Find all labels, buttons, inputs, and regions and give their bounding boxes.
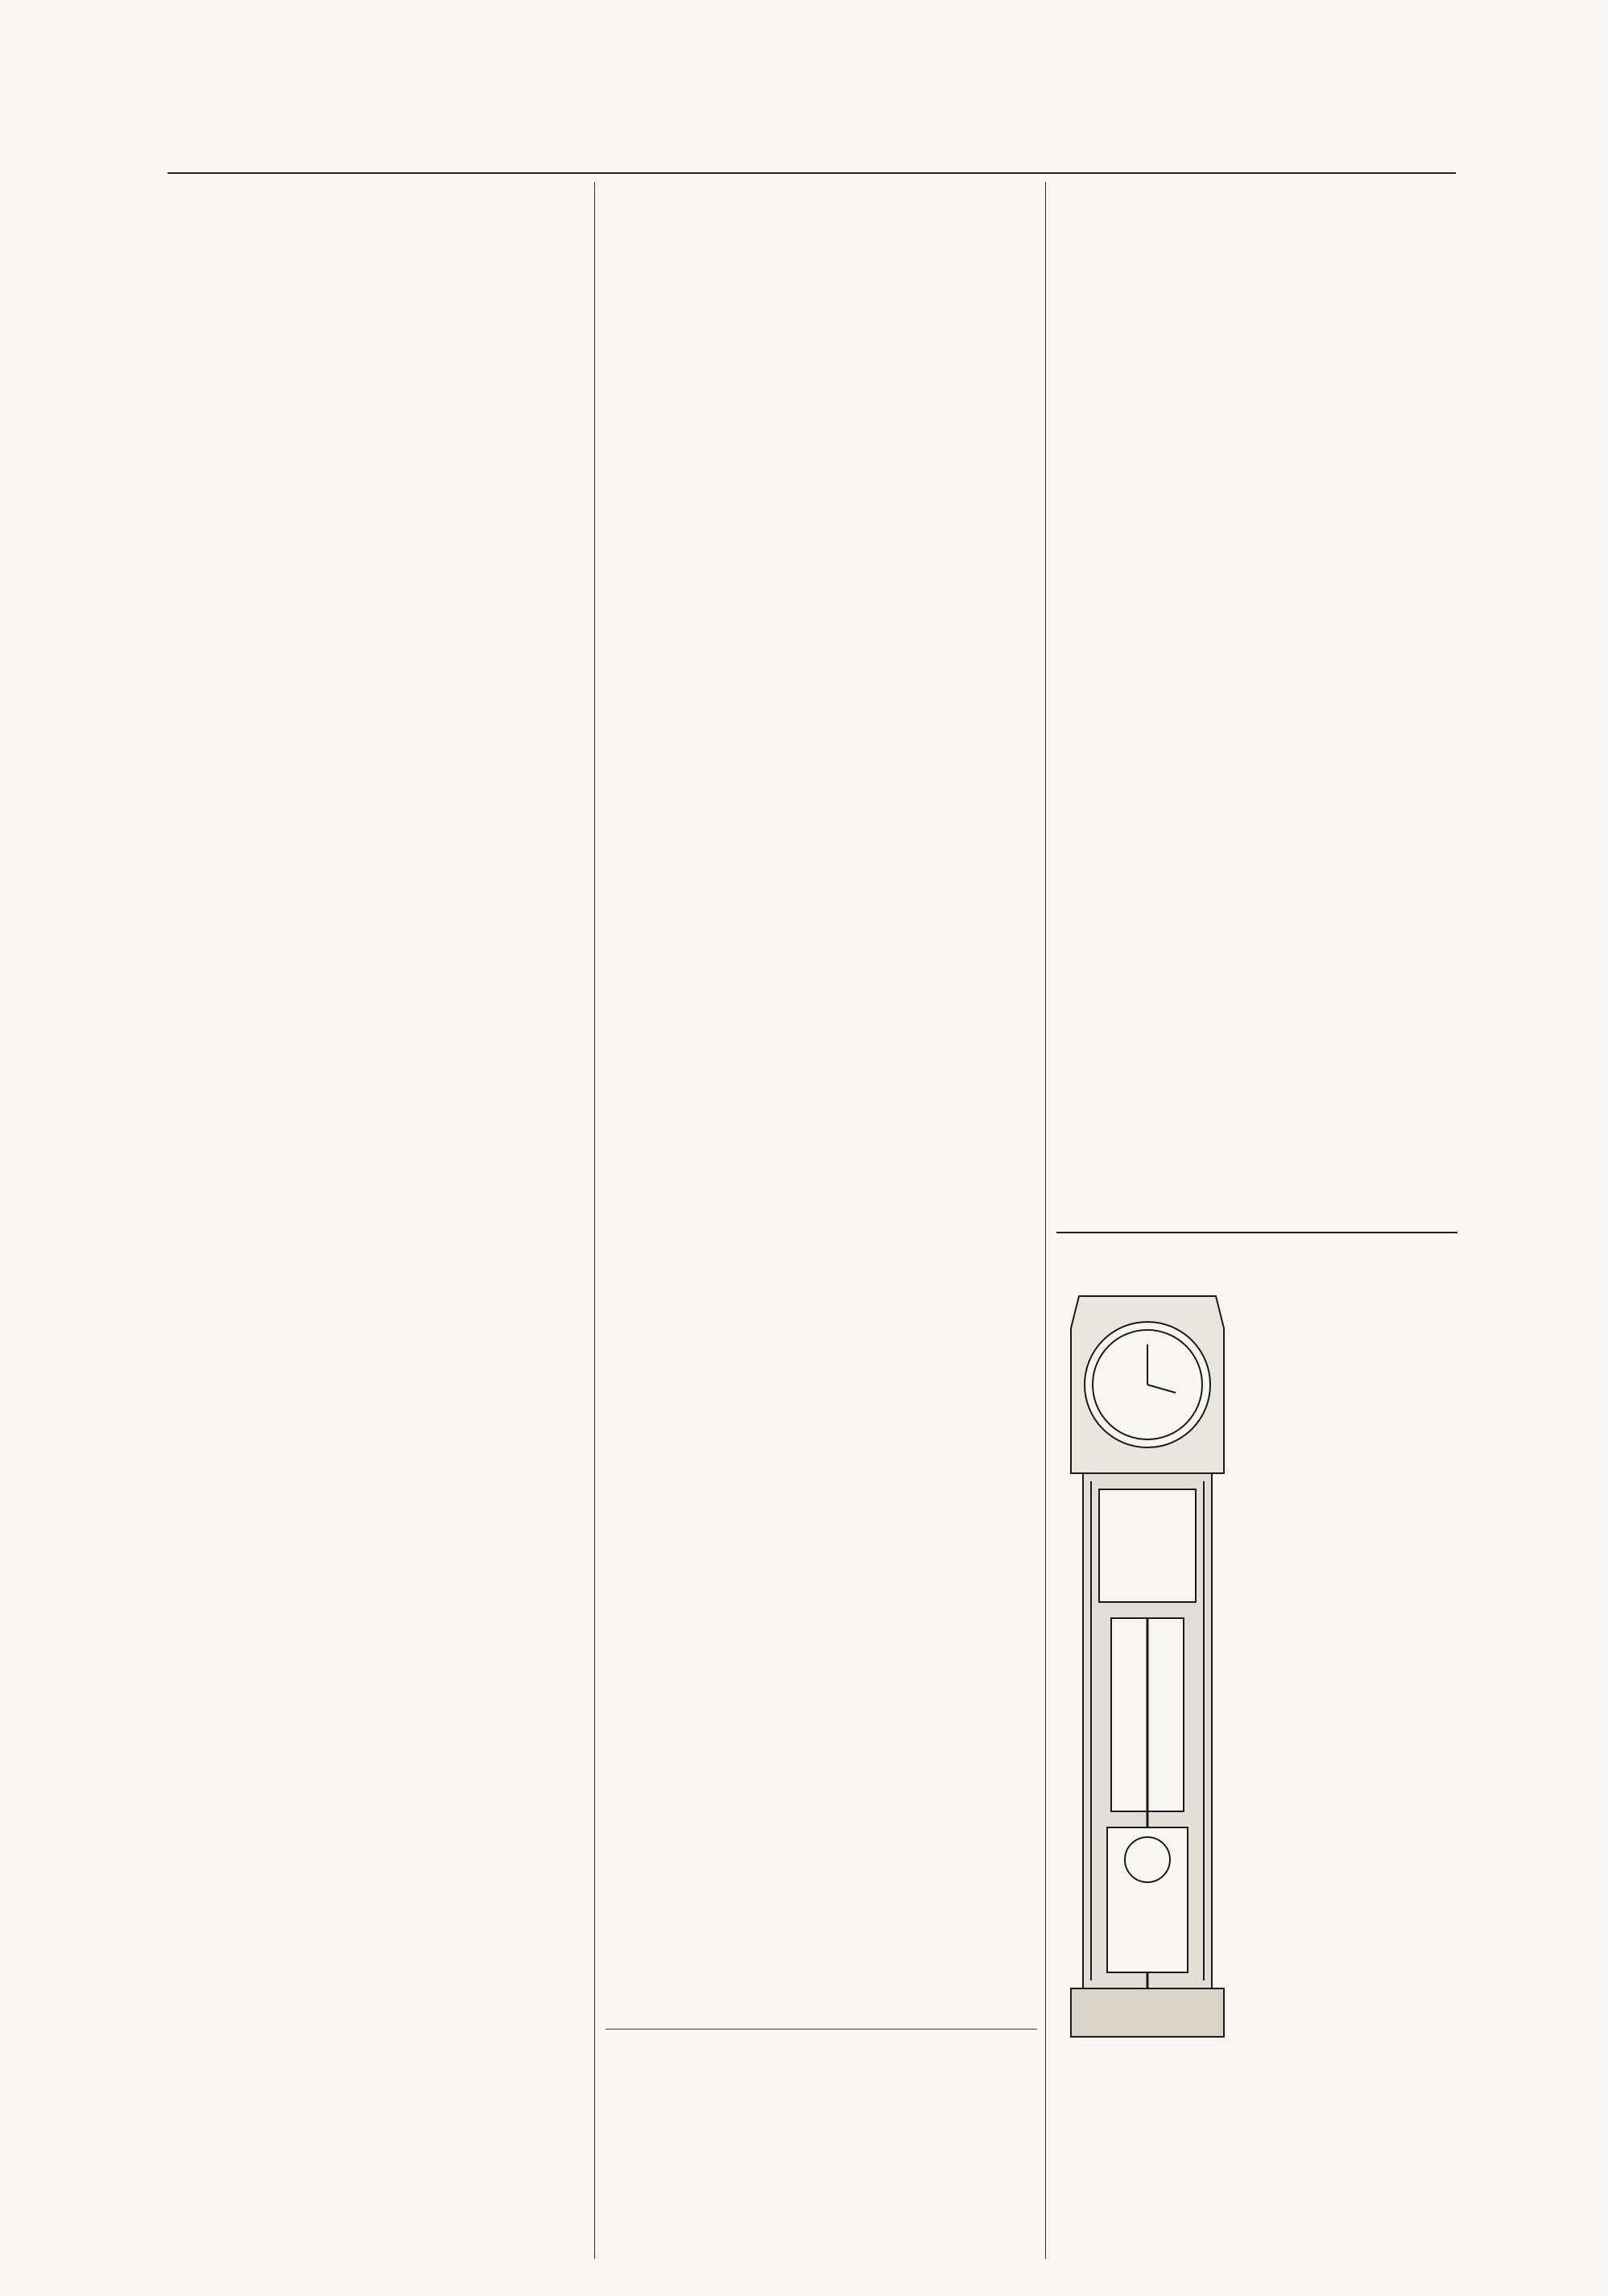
metropolitan-meetings-column: [167, 182, 586, 2259]
moc-main-advert: [606, 2029, 1037, 2036]
column-divider: [594, 182, 595, 2259]
header-rule: [167, 172, 1456, 174]
west-lancashire-meetings: [1056, 182, 1457, 955]
barometer-advert-text: [1240, 1280, 1457, 1296]
page-header: [167, 111, 1456, 177]
column-divider: [1045, 182, 1046, 2259]
metropolitan-meetings-continued: [606, 182, 1037, 2259]
barometer-clock-illustration: [1063, 1280, 1232, 2077]
barometer-advert: [1056, 1232, 1457, 1237]
